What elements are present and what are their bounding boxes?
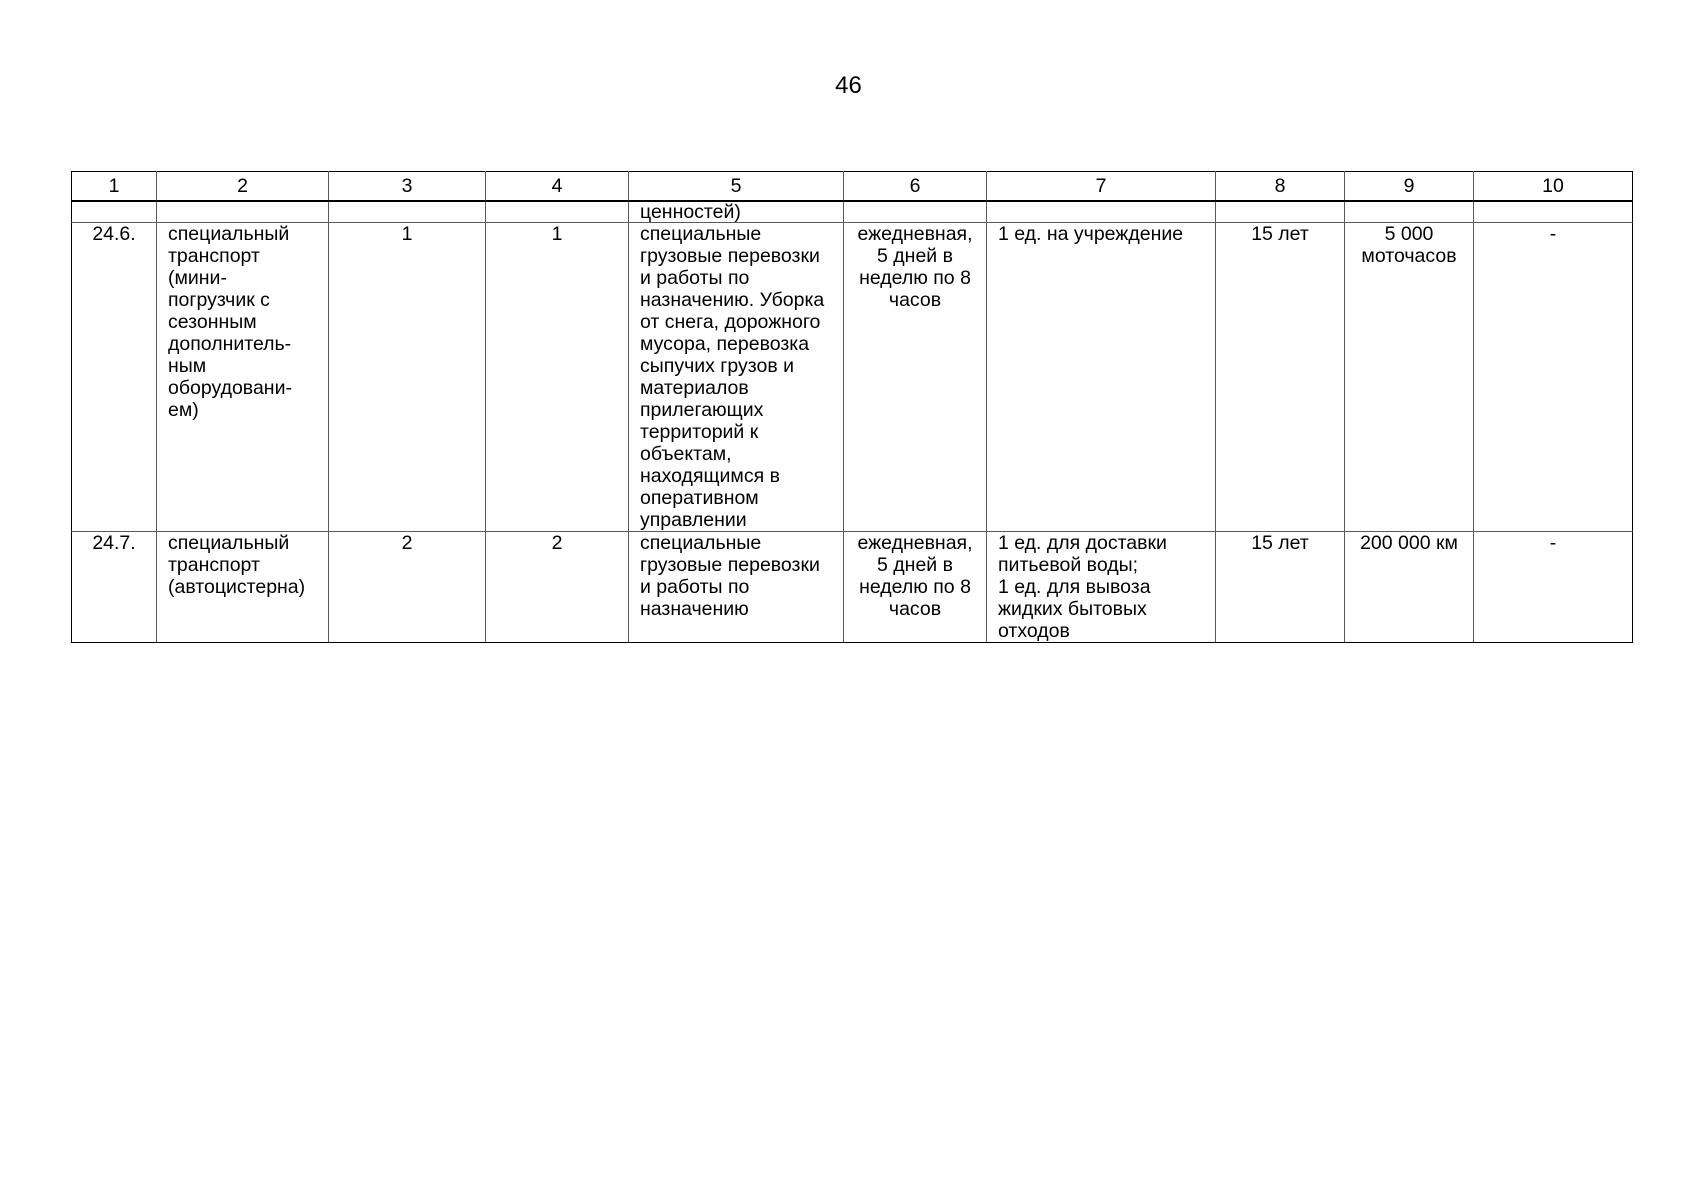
table-cell [329, 201, 486, 223]
data-table [71, 171, 1633, 643]
column-header-10: 10 [1474, 172, 1633, 202]
table-cell [1474, 201, 1633, 223]
table-cell [1345, 201, 1474, 223]
continuation-row [72, 201, 1633, 223]
quantity-cell: 1 [486, 223, 629, 532]
table-row [72, 532, 1633, 643]
table-cell [1216, 201, 1345, 223]
note-cell: - [1474, 223, 1633, 532]
allocation-cell: 1 ед. на учреждение [987, 223, 1216, 532]
service-life-cell: 15 лет [1216, 532, 1345, 643]
note-cell: - [1474, 532, 1633, 643]
table-cell [72, 201, 157, 223]
page-number: 46 [835, 72, 862, 99]
mileage-cell: 200 000 км [1345, 532, 1474, 643]
table-cell [987, 201, 1216, 223]
table-header-row [72, 172, 1633, 202]
vehicle-type: специальный транспорт (мини- погрузчик с сезонным дополнитель- ным оборудовани- ем) [157, 223, 329, 532]
column-header-3: 3 [329, 172, 486, 202]
table-row [72, 223, 1633, 532]
column-header-8: 8 [1216, 172, 1345, 202]
quantity-cell: 1 [329, 223, 486, 532]
purpose-cell: специальные грузовые перевозки и работы по назначению [629, 532, 844, 643]
column-header-9: 9 [1345, 172, 1474, 202]
column-header-2: 2 [157, 172, 329, 202]
table-cell [486, 201, 629, 223]
vehicle-type: специальный транспорт (автоцистерна) [157, 532, 329, 643]
mileage-cell: 5 000 моточасов [1345, 223, 1474, 532]
column-header-7: 7 [987, 172, 1216, 202]
schedule-cell: ежедневная, 5 дней в неделю по 8 часов [844, 223, 987, 532]
table-cell [844, 201, 987, 223]
table-cell [157, 201, 329, 223]
column-header-4: 4 [486, 172, 629, 202]
column-header-6: 6 [844, 172, 987, 202]
continuation-text: ценностей) [629, 201, 844, 223]
row-number: 24.6. [72, 223, 157, 532]
purpose-cell: специальные грузовые перевозки и работы по назначению. Уборка от снега, дорожного мусора, перевозка сыпучих грузов и материалов прилегающих территорий к объектам, находящимся в оперативном управлении [629, 223, 844, 532]
schedule-cell: ежедневная, 5 дней в неделю по 8 часов [844, 532, 987, 643]
quantity-cell: 2 [486, 532, 629, 643]
service-life-cell: 15 лет [1216, 223, 1345, 532]
column-header-1: 1 [72, 172, 157, 202]
quantity-cell: 2 [329, 532, 486, 643]
allocation-cell: 1 ед. для доставки питьевой воды; 1 ед. для вывоза жидких бытовых отходов [987, 532, 1216, 643]
column-header-5: 5 [629, 172, 844, 202]
row-number: 24.7. [72, 532, 157, 643]
